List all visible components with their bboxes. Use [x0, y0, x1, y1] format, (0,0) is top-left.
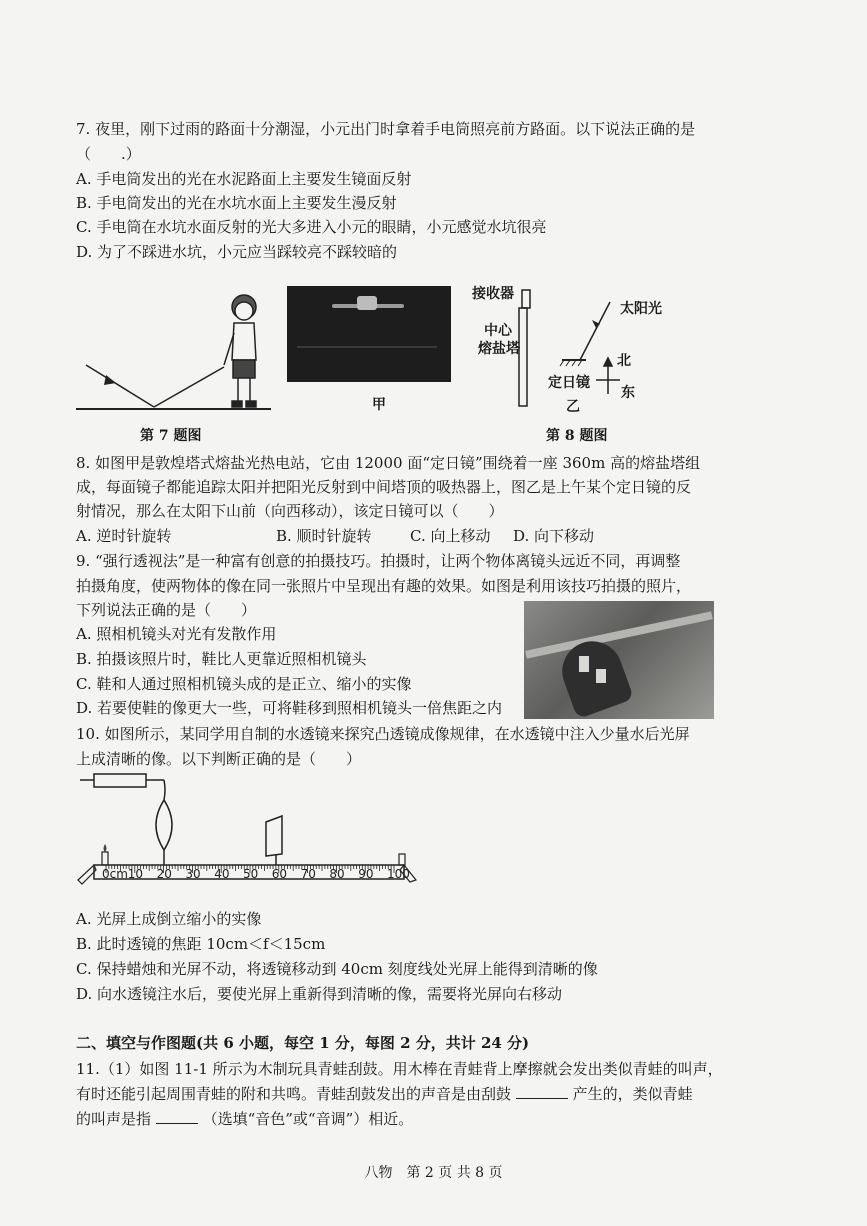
q9-photo [524, 601, 714, 719]
section2-heading: 二、填空与作图题(共 6 小题，每空 1 分，每图 2 分，共计 24 分) [76, 1034, 530, 1052]
q8-option-d: D. 向下移动 [513, 527, 595, 545]
q10-figure [76, 770, 422, 906]
q10-option-c: C. 保持蜡烛和光屏不动，将透镜移动到 40cm 刻度线处光屏上能得到清晰的像 [76, 960, 598, 978]
q8-label-mirror: 定日镜 [548, 375, 590, 391]
q7-option-b: B. 手电筒发出的光在水坑水面上主要发生漫反射 [76, 194, 397, 212]
sunlight-arrow-icon [592, 320, 600, 328]
ruler-label: 60 [271, 867, 288, 881]
q10-option-b: B. 此时透镜的焦距 10cm＜f＜15cm [76, 935, 326, 953]
q11-line3-part1: 的叫声是指 [76, 1110, 152, 1128]
ruler-label: 100 [387, 867, 410, 881]
sunlight-ray [580, 302, 610, 360]
q9-option-d: D. 若要使鞋的像更大一些，可将鞋移到照相机镜头一倍焦距之内 [76, 699, 503, 717]
ruler-label: 40 [214, 867, 230, 881]
q7-option-a: A. 手电筒发出的光在水泥路面上主要发生镜面反射 [76, 170, 412, 188]
q11-answer-blank-2[interactable] [156, 1109, 198, 1124]
q10-option-d: D. 向水透镜注水后，要使光屏上重新得到清晰的像，需要将光屏向右移动 [76, 985, 563, 1003]
water-lens [156, 800, 172, 850]
q7-option-d: D. 为了不踩进水坑，小元应当踩较亮不踩较暗的 [76, 243, 398, 261]
q8-label-receiver: 接收器 [472, 286, 514, 302]
q8-option-c: C. 向上移动 [410, 527, 491, 545]
q7-figure [76, 285, 276, 415]
receiver-box [522, 290, 530, 308]
ray-arrow-icon [104, 375, 116, 385]
ruler-label: 0cm [102, 867, 128, 881]
q11-line2-part1: 有时还能引起周围青蛙的附和共鸣。青蛙刮鼓发出的声音是由刮鼓 [76, 1085, 512, 1103]
q10-stem-line1: 10. 如图所示，某同学用自制的水透镜来探究凸透镜成像规律，在水透镜中注入少量水后光屏 [76, 725, 690, 743]
q8-photo-jia [287, 286, 451, 382]
child-figure-icon [224, 295, 256, 407]
q8-label-sunlight: 太阳光 [620, 301, 662, 317]
syringe-body [94, 774, 146, 787]
ruler-label: 90 [358, 867, 374, 881]
q8-label-north: 北 [617, 353, 631, 369]
q9-option-c: C. 鞋和人通过照相机镜头成的是正立、缩小的实像 [76, 675, 412, 693]
q7-stem-line1: 7. 夜里，刚下过雨的路面十分潮湿，小元出门时拿着手电筒照亮前方路面。以下说法正确的是 [76, 120, 696, 138]
q8-stem-line3: 射情况，那么在太阳下山前（向西移动），该定日镜可以（ ） [76, 502, 504, 520]
q7-option-c: C. 手电筒在水坑水面反射的光大多进入小元的眼睛，小元感觉水坑很亮 [76, 218, 547, 236]
q8-stem-line2: 成，每面镜子都能追踪太阳并把阳光反射到中间塔顶的吸热器上，图乙是上午某个定日镜的反 [76, 478, 692, 496]
q8-label-jia: 甲 [372, 397, 386, 413]
flame-icon [104, 844, 107, 852]
q9-stem-line3: 下列说法正确的是（ ） [76, 601, 257, 619]
q8-label-yi: 乙 [566, 399, 580, 415]
q11-line2-part2: 产生的，类似青蛙 [572, 1085, 693, 1103]
q7-figure-caption: 第 7 题图 [140, 428, 202, 444]
q9-option-a: A. 照相机镜头对光有发散作用 [76, 625, 277, 643]
ruler-label: 70 [300, 867, 316, 881]
incident-ray [86, 365, 154, 407]
q11-line2 [76, 1083, 693, 1105]
q8-stem-line1: 8. 如图甲是敦煌塔式熔盐光热电站，它由 12000 面“定日镜”围绕着一座 360m 高的熔盐塔组 [76, 454, 701, 472]
q8-option-a: A. 逆时针旋转 [76, 527, 172, 545]
ruler-label: 50 [243, 867, 259, 881]
ruler-label: 20 [156, 867, 172, 881]
q8-label-tower-line2: 熔盐塔 [478, 341, 520, 357]
q8-label-tower-line1: 中心 [484, 323, 512, 339]
ruler-label: 80 [329, 867, 345, 881]
tube [164, 780, 165, 800]
q11-line1: 11.（1）如图 11-1 所示为木制玩具青蛙刮鼓。用木棒在青蛙背上摩擦就会发出类似青蛙的叫声， [76, 1060, 723, 1078]
q9-stem-line2: 拍摄角度，使两物体的像在同一张照片中呈现出有趣的效果。如图是利用该技巧拍摄的照片， [76, 577, 692, 595]
reflected-ray [154, 367, 224, 407]
q11-answer-blank-1[interactable] [516, 1084, 568, 1099]
ruler-label: 10 [127, 867, 144, 881]
q10-option-a: A. 光屏上成倒立缩小的实像 [76, 910, 262, 928]
q10-stem-line2: 上成清晰的像。以下判断正确的是（ ） [76, 750, 362, 768]
ruler-label: 30 [185, 867, 201, 881]
q11-line3-part2: （选填“音色”或“音调”）相近。 [202, 1110, 414, 1128]
q9-stem-line1: 9. “强行透视法”是一种富有创意的拍摄技巧。拍摄时，让两个物体离镜头远近不同，再调整 [76, 552, 681, 570]
light-screen [266, 816, 282, 856]
page-footer: 八物 第 2 页 共 8 页 [364, 1165, 503, 1181]
q11-line3 [76, 1108, 413, 1130]
q8-label-east: 东 [621, 385, 635, 401]
q7-stem-line2: （ .） [76, 145, 141, 163]
q8-figure-caption: 第 8 题图 [546, 428, 608, 444]
q8-option-b: B. 顺时针旋转 [276, 527, 372, 545]
candle [102, 852, 108, 865]
q9-option-b: B. 拍摄该照片时，鞋比人更靠近照相机镜头 [76, 650, 367, 668]
tower-shape [519, 308, 527, 406]
